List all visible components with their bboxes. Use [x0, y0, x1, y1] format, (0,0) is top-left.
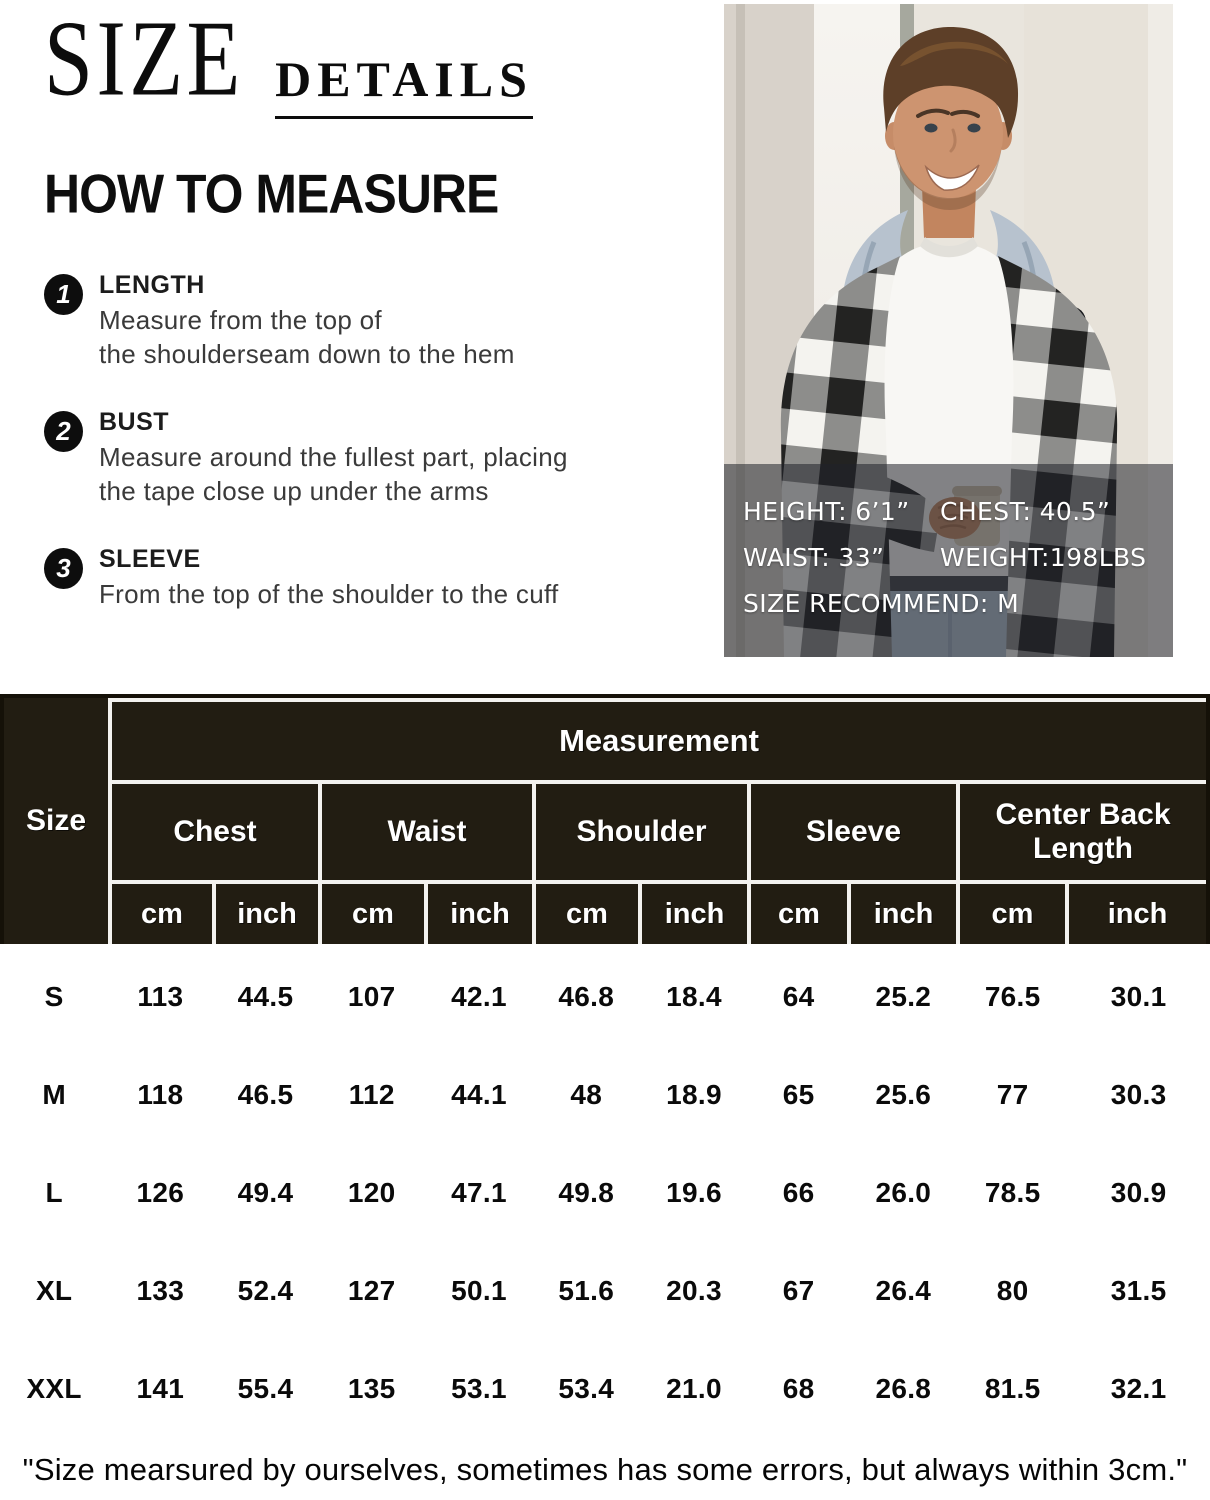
row-size-label: M: [42, 1079, 66, 1110]
col-header-waist: Waist: [322, 784, 532, 880]
table-cell: 53.4: [558, 1373, 615, 1404]
unit-header-shoulder-inch: inch: [642, 884, 747, 944]
table-cell: 30.1: [1110, 981, 1167, 1012]
col-header-sleeve: Sleeve: [751, 784, 956, 880]
table-cell: 20.3: [666, 1275, 722, 1306]
table-cell: 81.5: [984, 1373, 1041, 1404]
table-cell: 47.1: [451, 1177, 507, 1208]
unit-header-shoulder-cm: cm: [536, 884, 638, 944]
col-header-center-back-length: Center Back Length: [960, 784, 1206, 880]
table-cell: 112: [348, 1079, 395, 1110]
table-cell: 26.4: [875, 1275, 932, 1306]
row-size-label: L: [45, 1177, 63, 1208]
table-cell: 30.9: [1110, 1177, 1167, 1208]
step-1-badge: 1: [44, 274, 83, 315]
how-to-measure-heading: HOW TO MEASURE: [44, 164, 499, 225]
step-3-line-1: From the top of the shoulder to the cuff: [99, 579, 559, 609]
size-table-body: [0, 948, 1210, 1438]
model-weight: WEIGHT:198LBS: [940, 543, 1147, 572]
table-cell: 52.4: [237, 1275, 294, 1306]
table-cell: 53.1: [451, 1373, 507, 1404]
step-3-label: SLEEVE: [99, 545, 201, 573]
table-cell: 46.5: [237, 1079, 294, 1110]
row-size-label: XXL: [26, 1373, 82, 1404]
table-cell: 127: [347, 1275, 396, 1306]
table-cell: 141: [136, 1373, 185, 1404]
table-cell: 42.1: [451, 981, 507, 1012]
step-1-line-2: the shoulderseam down to the hem: [99, 339, 515, 369]
table-cell: 76.5: [984, 981, 1041, 1012]
unit-header-cbl-inch: inch: [1069, 884, 1206, 944]
table-cell: 21.0: [666, 1373, 722, 1404]
table-cell: 49.4: [237, 1177, 294, 1208]
col-header-chest: Chest: [112, 784, 318, 880]
table-cell: 25.2: [875, 981, 932, 1012]
row-size-label: XL: [35, 1275, 73, 1306]
step-1-label: LENGTH: [99, 271, 205, 299]
table-cell: 135: [347, 1373, 396, 1404]
model-height: HEIGHT: 6’1”: [743, 497, 910, 526]
table-cell: 77: [996, 1079, 1029, 1110]
unit-header-sleeve-inch: inch: [851, 884, 956, 944]
model-photo: [724, 4, 1173, 657]
unit-header-cbl-cm: cm: [960, 884, 1065, 944]
model-info-row-3: [743, 581, 1154, 627]
table-cell: 107: [347, 981, 396, 1012]
size-table-header: [0, 694, 1210, 944]
table-cell: 68: [782, 1373, 815, 1404]
table-cell: 133: [136, 1275, 185, 1306]
title-details: DETAILS: [275, 50, 533, 119]
page-title: [44, 0, 694, 119]
model-size-recommend: SIZE RECOMMEND: M: [743, 589, 1020, 618]
step-2-line-2: the tape close up under the arms: [99, 476, 489, 506]
table-cell: 55.4: [237, 1373, 294, 1404]
table-cell: 51.6: [558, 1275, 615, 1306]
model-chest: CHEST: 40.5”: [940, 497, 1111, 526]
table-cell: 126: [136, 1177, 185, 1208]
table-cell: 66: [782, 1177, 815, 1208]
table-cell: 120: [347, 1177, 396, 1208]
measure-steps: [44, 271, 694, 611]
unit-header-chest-inch: inch: [216, 884, 318, 944]
table-cell: 80: [996, 1275, 1029, 1306]
table-cell: 67: [782, 1275, 815, 1306]
measurement-disclaimer: "Size mearsured by ourselves, sometimes has some errors, but always within 3cm.": [22, 1452, 1188, 1487]
measure-step-length: [44, 271, 694, 371]
table-cell: 118: [137, 1079, 184, 1110]
row-size-label: S: [44, 981, 64, 1012]
table-cell: 19.6: [666, 1177, 722, 1208]
table-cell: 64: [782, 981, 815, 1012]
unit-header-waist-inch: inch: [428, 884, 532, 944]
table-cell: 44.5: [237, 981, 294, 1012]
measure-step-sleeve: [44, 545, 694, 611]
measure-step-bust: [44, 408, 694, 508]
unit-header-sleeve-cm: cm: [751, 884, 847, 944]
model-info-overlay: [724, 464, 1173, 657]
table-cell: 78.5: [984, 1177, 1041, 1208]
table-cell: 32.1: [1110, 1373, 1167, 1404]
table-cell: 18.9: [666, 1079, 722, 1110]
unit-header-waist-cm: cm: [322, 884, 424, 944]
step-2-line-1: Measure around the fullest part, placing: [99, 442, 568, 472]
unit-header-chest-cm: cm: [112, 884, 212, 944]
step-3-badge: 3: [44, 548, 83, 589]
step-2-badge: 2: [44, 411, 83, 452]
table-cell: 50.1: [451, 1275, 507, 1306]
size-guide-info: [44, 0, 694, 648]
col-header-measurement: Measurement: [112, 698, 1206, 780]
table-cell: 31.5: [1110, 1275, 1167, 1306]
model-info-row-1: [743, 489, 1154, 535]
table-cell: 26.8: [875, 1373, 932, 1404]
table-cell: 49.8: [558, 1177, 615, 1208]
table-cell: 30.3: [1110, 1079, 1167, 1110]
col-header-shoulder: Shoulder: [536, 784, 747, 880]
table-cell: 113: [137, 981, 184, 1012]
model-info-row-2: [743, 535, 1154, 581]
col-header-size: Size: [4, 698, 108, 944]
step-1-line-1: Measure from the top of: [99, 305, 382, 335]
table-cell: 25.6: [875, 1079, 932, 1110]
size-table: [0, 694, 1210, 1438]
table-cell: 44.1: [451, 1079, 507, 1110]
table-cell: 18.4: [666, 981, 722, 1012]
table-cell: 26.0: [875, 1177, 932, 1208]
table-cell: 48: [570, 1079, 603, 1110]
table-cell: 46.8: [558, 981, 615, 1012]
table-cell: 65: [782, 1079, 815, 1110]
step-2-label: BUST: [99, 408, 170, 436]
title-size: SIZE: [44, 0, 244, 119]
model-waist: WAIST: 33”: [743, 543, 885, 572]
